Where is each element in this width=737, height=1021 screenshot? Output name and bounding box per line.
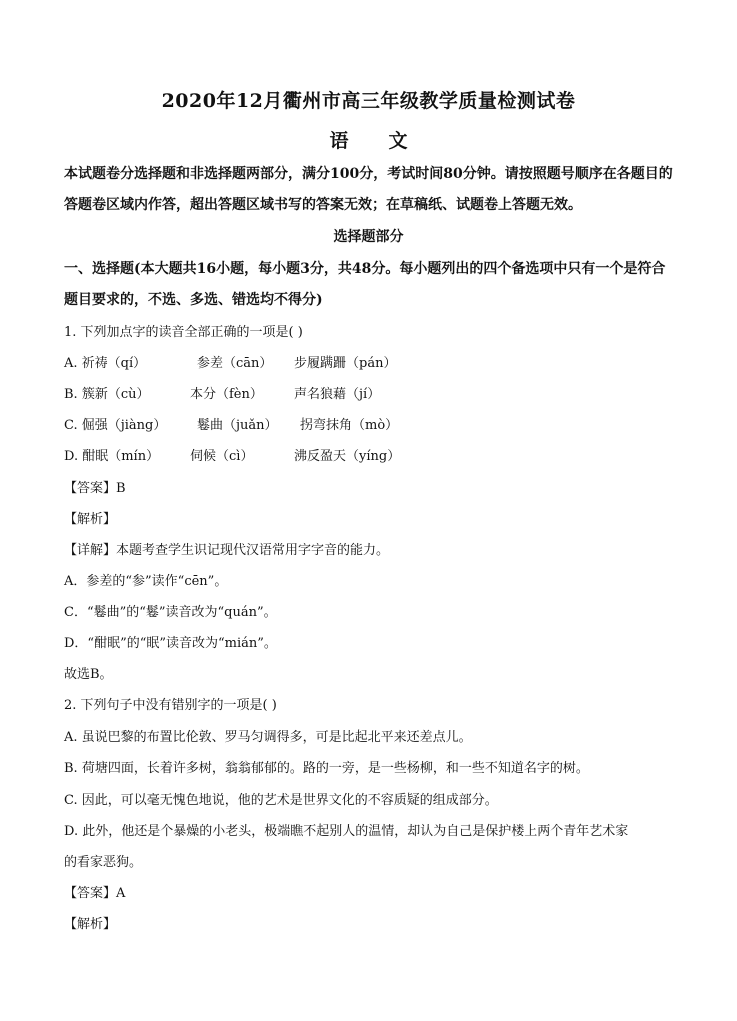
q1-note-c: C．“鬈曲”的“鬈”读音改为“quán”。 [64, 605, 277, 620]
q1-conclusion: 故选B。 [64, 667, 113, 682]
q1-option-b-1: B. 簇新（cù） [64, 387, 150, 402]
q1-analysis-label: 【解析】 [64, 512, 117, 527]
subject-char-1: 语 [329, 130, 349, 152]
q1-note-a: A．参差的“参”读作“cēn”。 [64, 574, 228, 589]
q1-option-a-2: 参差（cān） [197, 356, 273, 371]
instructions-line-2: 答题卷区域内作答，超出答题区域书写的答案无效；在草稿纸、试题卷上答题无效。 [64, 197, 582, 213]
q1-option-a-3: 步履蹒跚（pán） [294, 356, 397, 371]
q2-option-c: C. 因此，可以毫无愧色地说，他的艺术是世界文化的不容质疑的组成部分。 [64, 793, 498, 808]
q1-option-d-1: D. 酣眠（mín） [64, 449, 160, 464]
q1-option-d-3: 沸反盈天（yíng） [294, 449, 401, 464]
subject-char-2: 文 [388, 130, 408, 152]
part1-heading-line-1: 一、选择题(本大题共16小题，每小题3分，共48分。每小题列出的四个备选项中只有一个是符合 [64, 261, 666, 277]
q1-option-d-2: 伺候（cì） [190, 449, 254, 464]
q2-stem: 2. 下列句子中没有错别字的一项是( ) [64, 698, 277, 713]
q1-detail: 【详解】本题考查学生识记现代汉语常用字字音的能力。 [64, 543, 390, 558]
part1-heading-line-2: 题目要求的，不选、多选、错选均不得分) [64, 292, 323, 308]
q1-option-c-2: 鬈曲（juǎn） [197, 418, 278, 433]
q1-option-c-3: 拐弯抹角（mò） [300, 418, 399, 433]
q2-answer: 【答案】A [64, 886, 126, 901]
q2-option-a: A. 虽说巴黎的布置比伦敦、罗马匀调得多，可是比起北平来还差点儿。 [64, 730, 472, 745]
q1-option-b-3: 声名狼藉（jí） [294, 387, 381, 402]
q1-option-b-2: 本分（fèn） [190, 387, 263, 402]
section-title: 选择题部分 [333, 229, 404, 245]
q2-option-b: B. 荷塘四面，长着许多树，翁翁郁郁的。路的一旁，是一些杨柳，和一些不知道名字的树。 [64, 761, 589, 776]
subject-heading [0, 126, 737, 153]
q2-analysis-label: 【解析】 [64, 917, 117, 932]
q2-option-d-line-2: 的看家恶狗。 [64, 855, 143, 870]
q1-option-a-1: A. 祈祷（qí） [64, 356, 147, 371]
q1-option-c-1: C. 倔强（jiàng） [64, 418, 167, 433]
exam-title: 2020年12月衢州市高三年级教学质量检测试卷 [161, 90, 576, 112]
q1-note-d: D．“酣眠”的“眠”读音改为“mián”。 [64, 636, 277, 651]
q2-option-d-line-1: D. 此外，他还是个暴燥的小老头，极端瞧不起别人的温情，却认为自己是保护楼上两个青年艺术家 [64, 824, 629, 839]
q1-answer: 【答案】B [64, 481, 126, 496]
q1-stem: 1. 下列加点字的读音全部正确的一项是( ) [64, 325, 303, 340]
instructions-line-1: 本试题卷分选择题和非选择题两部分，满分100分，考试时间80分钟。请按照题号顺序在各题目的 [64, 166, 673, 182]
